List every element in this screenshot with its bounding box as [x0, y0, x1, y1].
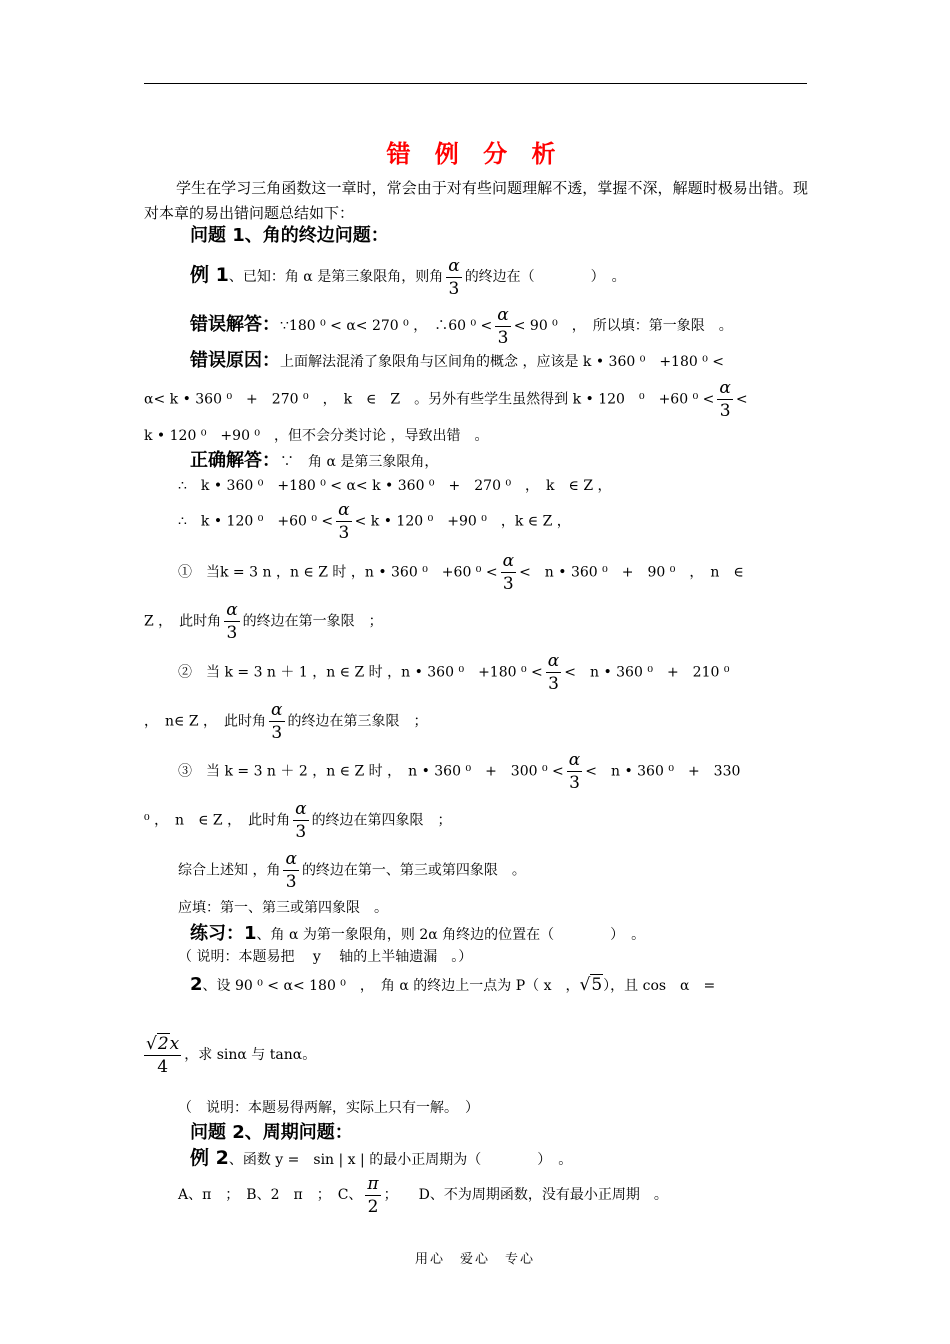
practice-1-number: 1: [244, 923, 257, 944]
alpha-over-3: [336, 500, 351, 543]
frac-den: 3: [295, 822, 307, 842]
practice-1-note: （ 说明：本题易把 y 轴的上半轴遗漏 。）: [178, 949, 473, 965]
frac-var: x: [169, 1033, 180, 1054]
case-1-line-1: [178, 551, 744, 594]
frac-den: 3: [719, 401, 731, 421]
alpha-over-3: [446, 256, 461, 299]
options-text-a: A、π ； B、2 π ； C、: [178, 1187, 363, 1203]
frac-num: α: [719, 378, 731, 398]
summary-line: [178, 849, 526, 892]
correct-answer-text-0: ∵ 角 α 是第三象限角，: [280, 454, 439, 470]
header-rule: [144, 83, 807, 84]
alpha-over-3: [495, 305, 510, 348]
correct-answer-line-2: [178, 500, 571, 543]
example-1-text-a: 、已知：角 α 是第三象限角，则角: [228, 269, 444, 285]
case-1-text-b: < n • 360 ⁰ + 90 ⁰ ， n ∈: [519, 564, 744, 581]
frac-den: 3: [548, 674, 559, 694]
frac-num: α: [338, 500, 350, 520]
case-1-text-c: Z ， 此时角: [144, 613, 222, 630]
wrong-reason-line-2: [144, 378, 748, 421]
practice-1-text: 、角 α 为第一象限角，则 2α 角终边的位置在（ ） 。: [256, 927, 646, 943]
wrong-reason-text-2a: α< k • 360 ⁰ + 270 ⁰ ， k ∈ Z 。另外有些学生虽然得到 k • 120 ⁰ +60 ⁰ <: [144, 391, 715, 408]
frac-den: 3: [502, 574, 514, 594]
case-2-text-b: < n • 360 ⁰ + 210 ⁰: [564, 664, 730, 681]
options-text-b: ； D、不为周期函数，没有最小正周期 。: [383, 1187, 668, 1203]
frac-den: 3: [226, 623, 238, 643]
frac-den: 3: [448, 278, 460, 299]
case-3-text-c: ⁰ ， n ∈ Z ， 此时角: [144, 812, 291, 829]
practice-2-note: （ 说明：本题易得两解，实际上只有一解。 ）: [178, 1100, 479, 1116]
practice-1: [190, 924, 645, 945]
fill-answer: 应填：第一、第三或第四象限 。: [178, 900, 388, 916]
alpha-over-3: [224, 600, 239, 643]
correct-answer-label: 正确解答：: [190, 450, 280, 471]
example-2: [190, 1148, 572, 1170]
case-2-line-2: [144, 700, 428, 743]
wrong-reason-text-1: 上面解法混淆了象限角与区间角的概念 ，应该是 k • 360 ⁰ +180 ⁰ <: [280, 354, 725, 370]
case-2-text-d: 的终边在第三象限 ；: [287, 713, 428, 730]
wrong-answer-label: 错误解答：: [190, 314, 280, 335]
practice-2-text-b: ），且 cos α =: [603, 978, 716, 994]
correct-text-2a: ∴ k • 120 ⁰ +60 ⁰ <: [178, 513, 334, 530]
sqrt2x-over-4: [144, 1034, 181, 1077]
page-title: 错 例 分 析: [386, 140, 564, 168]
frac-num: α: [568, 750, 581, 770]
practice-2-line-1: [190, 975, 715, 996]
practice-2-text-a: 、设 90 ⁰ < α< 180 ⁰ ， 角 α 的终边上一点为 P（ x ，: [202, 978, 580, 994]
practice-2-line-2: [144, 1030, 316, 1080]
example-1-text-b: 的终边在（ ） 。: [464, 269, 626, 285]
practice-2-text-c: ，求 sinα 与 tanα。: [184, 1047, 317, 1063]
summary-text-a: 综合上述知 ，角: [178, 862, 281, 879]
frac-num: π: [367, 1173, 379, 1194]
frac-den: 3: [271, 723, 283, 743]
case-3-text-d: 的终边在第四象限 ；: [311, 812, 452, 829]
alpha-over-3: [293, 799, 308, 842]
sqrt-2-radicand: 2: [157, 1033, 169, 1054]
alpha-over-3: [283, 849, 298, 892]
example-1-label: 例 1: [190, 264, 229, 286]
options-line: [178, 1172, 668, 1218]
example-1: [190, 254, 626, 299]
wrong-reason-line-1: [190, 351, 724, 372]
frac-den: 3: [497, 327, 509, 348]
case-3-text-b: < n • 360 ⁰ + 330: [585, 763, 741, 780]
alpha-over-3: [717, 378, 732, 421]
wrong-answer: [190, 304, 733, 348]
frac-den: 2: [367, 1196, 379, 1217]
example-2-label: 例 2: [190, 1147, 229, 1169]
frac-num: α: [295, 799, 307, 819]
wrong-reason-text-2b: <: [735, 391, 748, 408]
sqrt-5-radicand: 5: [591, 975, 603, 995]
frac-den: 4: [157, 1056, 169, 1077]
case-1-text-a: ① 当k = 3 n ，n ∈ Z 时 ，n • 360 ⁰ +60 ⁰ <: [178, 564, 498, 581]
frac-num: [144, 1034, 181, 1056]
alpha-over-3: [567, 750, 582, 793]
case-1-line-2: [144, 600, 383, 643]
wrong-answer-text-b: < 90 ⁰ ， 所以填：第一象限 。: [513, 318, 733, 334]
case-2-text-c: ， n∈ Z ， 此时角: [144, 713, 267, 730]
intro-paragraph: 学生在学习三角函数这一章时，常会由于对有些问题理解不透，掌握不深，解题时极易出错。现对本章的易出错问题总结如下：: [144, 179, 808, 222]
alpha-over-3: [546, 651, 561, 694]
frac-num: α: [497, 304, 509, 325]
frac-num: α: [502, 551, 515, 571]
case-1-text-d: 的终边在第一象限 ；: [242, 613, 383, 630]
q2-heading: 问题 2、周期问题：: [190, 1122, 353, 1143]
case-3-line-1: [178, 750, 740, 793]
frac-den: 3: [338, 523, 350, 543]
case-2-line-1: [178, 651, 729, 694]
sqrt-5: √5: [579, 975, 603, 995]
alpha-over-3: [269, 700, 284, 743]
case-3-line-2: [144, 799, 452, 842]
frac-num: α: [285, 849, 297, 869]
case-2-text-a: ② 当 k = 3 n ＋ 1 ，n ∈ Z 时 ，n • 360 ⁰ +180 ⁰ <: [178, 664, 543, 681]
correct-answer-line-1: ∴ k • 360 ⁰ +180 ⁰ < α< k • 360 ⁰ + 270 ⁰ ， k ∈ Z ，: [178, 478, 612, 494]
frac-den: 3: [569, 773, 580, 793]
wrong-reason-label: 错误原因：: [190, 350, 280, 371]
correct-text-2b: < k • 120 ⁰ +90 ⁰ ，k ∈ Z ，: [354, 513, 571, 530]
alpha-over-3: [501, 551, 516, 594]
practice-2-number: 2: [190, 974, 203, 995]
summary-text-b: 的终边在第一、第三或第四象限 。: [301, 862, 526, 879]
practice-label: 练习：: [190, 923, 244, 944]
wrong-reason-line-3: k • 120 ⁰ +90 ⁰ ，但不会分类讨论 ，导致出错 。: [144, 428, 489, 444]
frac-num: α: [226, 600, 238, 620]
sqrt-2: √2: [146, 1033, 169, 1054]
case-3-text-a: ③ 当 k = 3 n ＋ 2 ，n ∈ Z 时 ， n • 360 ⁰ + 300 ⁰ <: [178, 763, 564, 780]
frac-num: α: [448, 255, 460, 276]
frac-num: α: [271, 700, 283, 720]
pi-over-2: [365, 1174, 380, 1217]
q1-heading: 问题 1、角的终边问题：: [190, 225, 389, 246]
frac-den: 3: [285, 872, 297, 892]
wrong-answer-text-a: ∵180 ⁰ < α< 270 ⁰ ， ∴60 ⁰ <: [280, 318, 493, 334]
page-footer: 用心 爱心 专心: [414, 1252, 535, 1267]
correct-answer-line-0: [190, 451, 438, 472]
frac-num: α: [547, 651, 560, 671]
example-2-text: 、函数 y = sin | x | 的最小正周期为（ ） 。: [228, 1152, 573, 1168]
